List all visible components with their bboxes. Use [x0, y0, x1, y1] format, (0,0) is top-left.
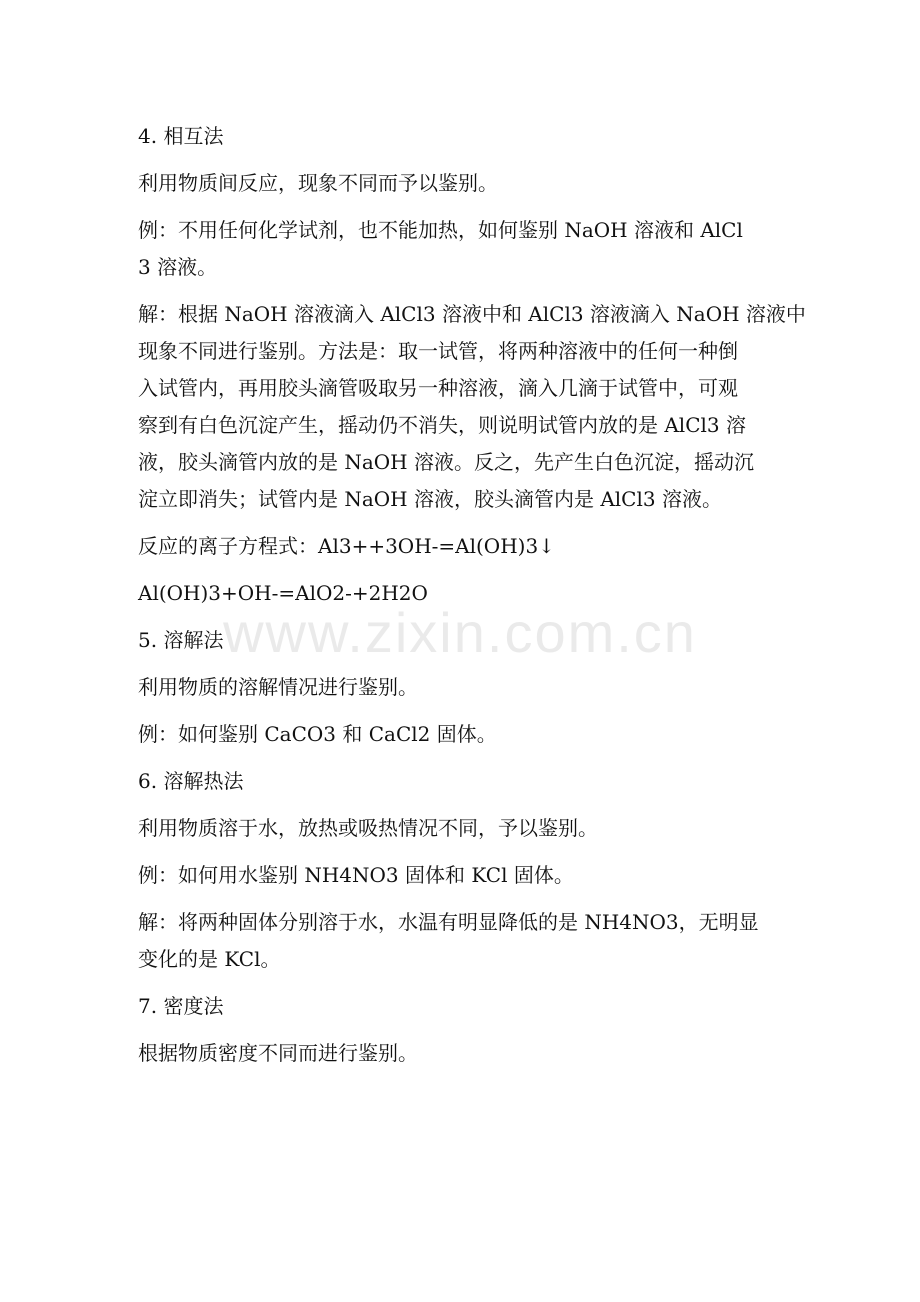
text-line: 例：不用任何化学试剂，也不能加热，如何鉴别 NaOH 溶液和 AlCl	[138, 218, 743, 242]
text-line: 根据物质密度不同而进行鉴别。	[138, 1041, 418, 1065]
example-paragraph	[138, 212, 788, 286]
text-line: 例：如何用水鉴别 NH4NO3 固体和 KCl 固体。	[138, 863, 574, 887]
solution-paragraph	[138, 904, 788, 978]
text-line: 液，胶头滴管内放的是 NaOH 溶液。反之，先产生白色沉淀，摇动沉	[138, 450, 754, 474]
text-line: 5. 溶解法	[138, 628, 224, 652]
paragraph	[138, 165, 788, 202]
text-line: 解：根据 NaOH 溶液滴入 AlCl3 溶液中和 AlCl3 溶液滴入 NaOH 溶液中	[138, 302, 806, 326]
section-heading-6	[138, 763, 788, 800]
watermark: www.zixin.com.cn	[223, 601, 697, 664]
text-line: 现象不同进行鉴别。方法是：取一试管，将两种溶液中的任何一种倒	[138, 339, 738, 363]
paragraph	[138, 669, 788, 706]
text-line: 例：如何鉴别 CaCO3 和 CaCl2 固体。	[138, 722, 497, 746]
section-heading-4	[138, 118, 788, 155]
text-line: 变化的是 KCl。	[138, 947, 281, 971]
section-heading-5	[138, 622, 788, 659]
document-body	[138, 118, 806, 1082]
example-paragraph	[138, 716, 788, 753]
paragraph	[138, 810, 788, 847]
text-line: 淀立即消失；试管内是 NaOH 溶液，胶头滴管内是 AlCl3 溶液。	[138, 487, 722, 511]
text-line: Al(OH)3+OH-=AlO2-+2H2O	[138, 581, 428, 605]
solution-paragraph	[138, 296, 806, 518]
text-line: 入试管内，再用胶头滴管吸取另一种溶液，滴入几滴于试管中，可观	[138, 376, 738, 400]
example-paragraph	[138, 857, 788, 894]
text-line: 利用物质溶于水，放热或吸热情况不同，予以鉴别。	[138, 816, 598, 840]
text-line: 3 溶液。	[138, 255, 218, 279]
text-line: 7. 密度法	[138, 994, 224, 1018]
text-line: 利用物质间反应，现象不同而予以鉴别。	[138, 171, 498, 195]
text-line: 4. 相互法	[138, 124, 224, 148]
ionic-equation-1	[138, 528, 788, 565]
text-line: 利用物质的溶解情况进行鉴别。	[138, 675, 418, 699]
paragraph	[138, 1035, 788, 1072]
text-line: 察到有白色沉淀产生，摇动仍不消失，则说明试管内放的是 AlCl3 溶	[138, 413, 746, 437]
text-line: 反应的离子方程式：Al3++3OH-=Al(OH)3↓	[138, 534, 555, 558]
section-heading-7	[138, 988, 788, 1025]
ionic-equation-2	[138, 575, 788, 612]
text-line: 6. 溶解热法	[138, 769, 244, 793]
text-line: 解：将两种固体分别溶于水，水温有明显降低的是 NH4NO3，无明显	[138, 910, 759, 934]
